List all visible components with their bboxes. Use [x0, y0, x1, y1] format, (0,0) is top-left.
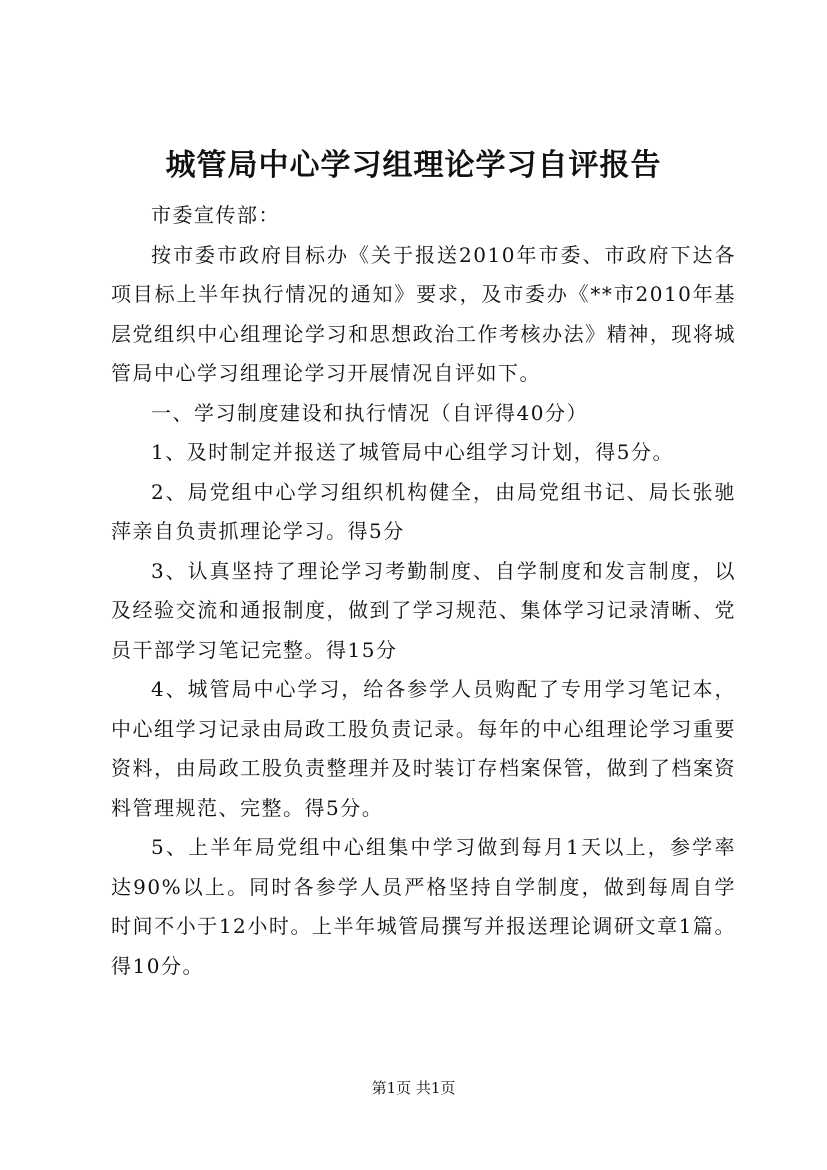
- item-paragraph-1: 1、及时制定并报送了城管局中心组学习计划，得5分。: [151, 440, 674, 464]
- document-body: [111, 196, 736, 986]
- item-paragraph-2: 2、局党组中心学习组织机构健全，由局党组书记、局长张驰萍亲自负责抓理论学习。得5分: [111, 479, 736, 543]
- page-number-footer: 第1页 共1页: [371, 1079, 456, 1097]
- item-paragraph-5: 5、上半年局党组中心组集中学习做到每月1天以上，参学率达90%以上。同时各参学人员严格坚持自学制度，做到每周自学时间不小于12小时。上半年城管局撰写并报送理论调研文章1篇。得10分。: [111, 835, 736, 978]
- greeting-paragraph: 市委宣传部：: [151, 203, 280, 227]
- item-paragraph-3: 3、认真坚持了理论学习考勤制度、自学制度和发言制度，以及经验交流和通报制度，做到了学习规范、集体学习记录清晰、党员干部学习笔记完整。得15分: [111, 558, 736, 662]
- item-paragraph-4: 4、城管局中心学习，给各参学人员购配了专用学习笔记本，中心组学习记录由局政工股负责记录。每年的中心组理论学习重要资料，由局政工股负责整理并及时装订存档案保管，做到了档案资料管理规范、完整。得5分。: [111, 677, 736, 820]
- intro-paragraph: 按市委市政府目标办《关于报送2010年市委、市政府下达各项目标上半年执行情况的通知》要求，及市委办《**市2010年基层党组织中心组理论学习和思想政治工作考核办法》精神，现将城管局中心学习组理论学习开展情况自评如下。: [111, 242, 736, 385]
- document-title: 城管局中心学习组理论学习自评报告: [165, 148, 662, 183]
- section-heading: 一、学习制度建设和执行情况（自评得40分）: [151, 400, 588, 425]
